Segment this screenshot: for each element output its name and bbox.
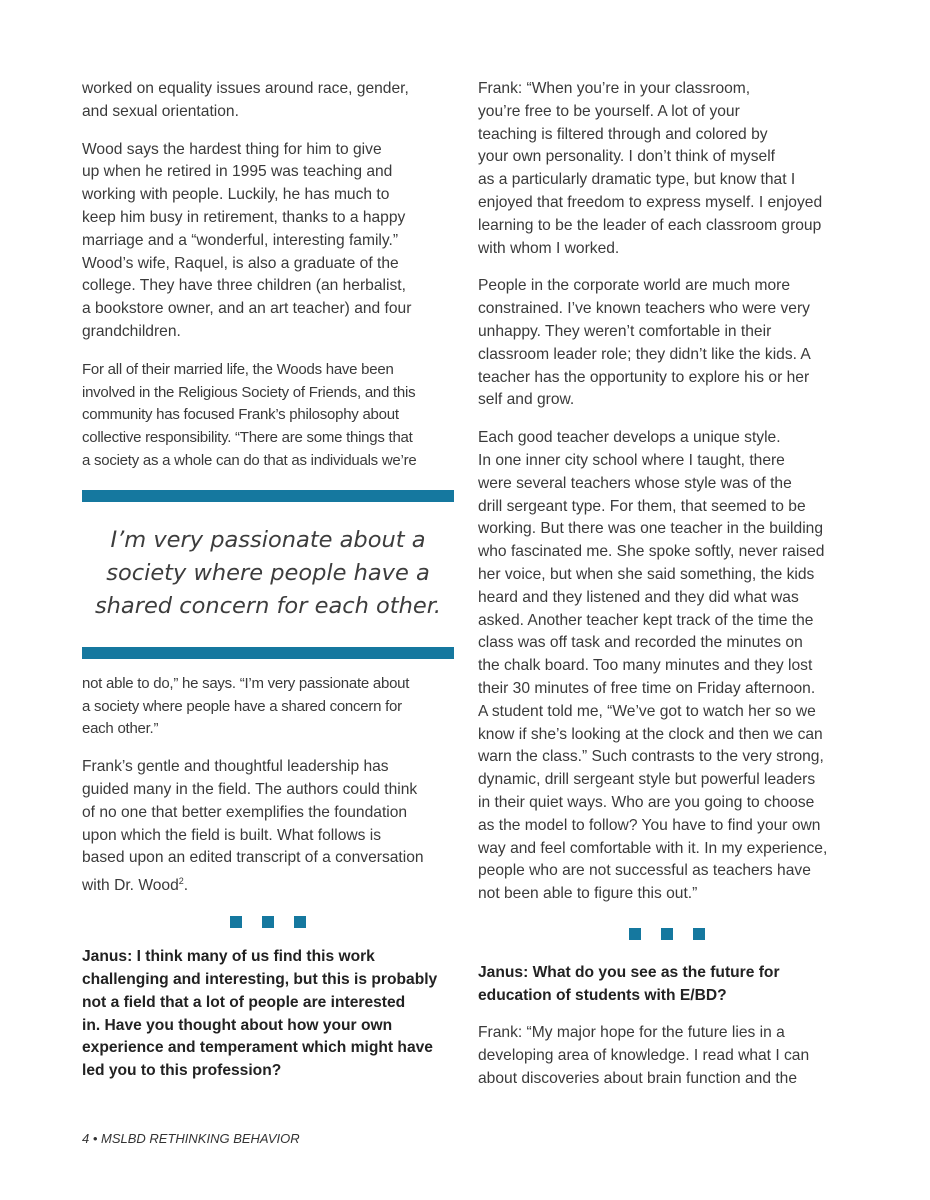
- divider-square: [693, 928, 705, 940]
- body-paragraph: Frank: “My major hope for the future lies in a developing area of knowledge. I read what I can about discoveries about brain function and the: [478, 1024, 810, 1088]
- right-column: [478, 78, 856, 1091]
- body-paragraph: not able to do,” he says. “I’m very passionate about a society where people have a shared concern for each other.”: [82, 674, 410, 738]
- section-divider: [82, 916, 454, 928]
- pullquote: I’m very passionate about a society where people have a shared concern for each other.: [94, 526, 442, 619]
- divider-square: [661, 928, 673, 940]
- body-paragraph: People in the corporate world are much more constrained. I’ve known teachers who were very unhappy. They weren’t comfortable in their classroom leader role; they didn’t like the kids. A teacher has the opportunity to explore his or her self and grow.: [478, 277, 811, 409]
- body-paragraph: Frank: “When you’re in your classroom, you’re free to be yourself. A lot of your teaching is filtered through and colored by your own personality. I don’t think of myself as a particularly dramatic type, but know that I enjoyed that freedom to express myself. I enjoyed learning to be the leader of each classroom group with whom I worked.: [478, 80, 823, 257]
- body-paragraph: Each good teacher develops a unique style. In one inner city school where I taught, there were several teachers whose style was of the drill sergeant type. For them, that seemed to be working. But there was one teacher in the building who fascinated me. She spoke softly, never raised her voice, but when she said something, the kids heard and they listened and they did what was asked. Another teacher kept track of the time the class was off task and recorded the minutes on the chalk board. Too many minutes and they lost their 30 minutes of free time on Friday afternoon. A student told me, “We’ve got to watch her so we know if she’s looking at the clock and then we can warn the class.” Such contrasts to the very strong, dynamic, drill sergeant style but powerful leaders in their quiet ways. Who are you going to choose as the model to follow? You have to find your own way and feel comfortable with it. In my experience, people who are not successful as teachers have not been able to figure this out.”: [478, 429, 828, 903]
- body-paragraph: worked on equality issues around race, gender, and sexual orientation.: [82, 80, 409, 120]
- body-paragraph: Wood says the hardest thing for him to give up when he retired in 1995 was teaching and working with people. Luckily, he has much to keep him busy in retirement, thanks to a happy marriage and a “wonderful, interesting family.” Wood’s wife, Raquel, is also a graduate of the college. They have three children (an herbalist, a bookstore owner, and an art teacher) and four grandchildren.: [82, 140, 412, 340]
- footnote-marker: 2: [178, 876, 184, 887]
- body-paragraph: For all of their married life, the Woods have been involved in the Religious Society of Friends, and this community has focused Frank’s philosophy about collective responsibility. “There are some things that a society as a whole can do that as individuals we’re: [82, 360, 417, 469]
- interview-question: Janus: What do you see as the future for education of students with E/BD?: [478, 963, 780, 1004]
- body-paragraph: [82, 756, 454, 898]
- paragraph-text: Frank’s gentle and thoughtful leadership has guided many in the field. The authors could think of no one that better exemplifies the foundation upon which the field is built. What follows is based upon an edited transcript of a conversation with Dr. Wood: [82, 758, 424, 895]
- pullquote-top-rule: [82, 490, 454, 502]
- left-column: [82, 78, 454, 1083]
- divider-square: [294, 916, 306, 928]
- divider-square: [230, 916, 242, 928]
- interview-question: Janus: I think many of us find this work challenging and interesting, but this is probably not a field that a lot of people are interested in. Have you thought about how your own experience and temperament which might have led you to this profession?: [82, 948, 438, 1080]
- page-footer: 4 • MSLBD RETHINKING BEHAVIOR: [82, 1131, 300, 1146]
- divider-square: [629, 928, 641, 940]
- paragraph-end: .: [183, 877, 189, 895]
- divider-square: [262, 916, 274, 928]
- section-divider: [478, 928, 856, 940]
- pullquote-bottom-rule: [82, 647, 454, 659]
